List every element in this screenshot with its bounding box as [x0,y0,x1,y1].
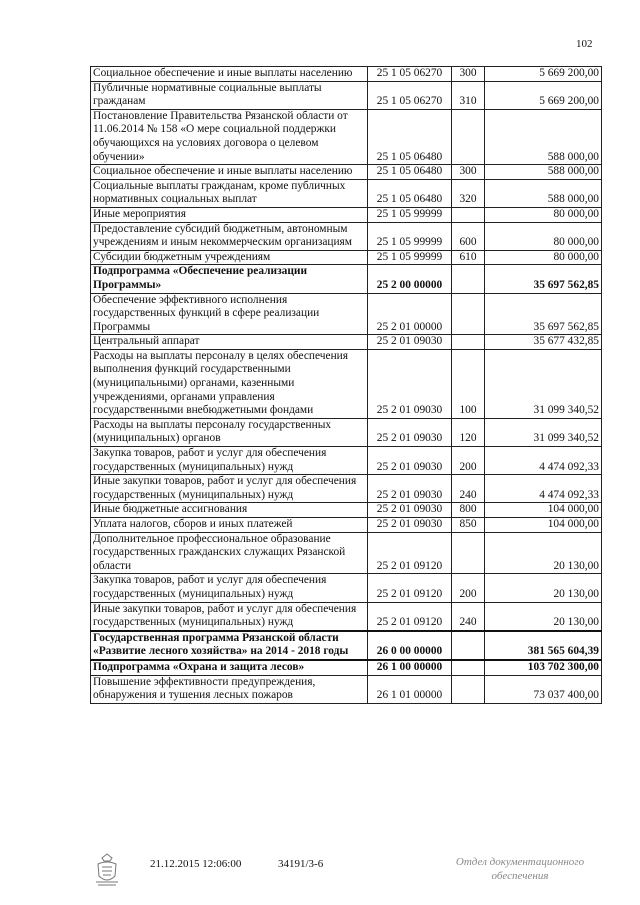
table-row [91,602,602,631]
row-name-cell: Государственная программа Рязанской области «Развитие лесного хозяйства» на 2014 - 2018 годы [91,631,368,660]
row-type-cell: 240 [452,475,485,503]
table-row [91,250,602,265]
table-row [91,574,602,602]
row-name-cell: Иные закупки товаров, работ и услуг для обеспечения государственных (муниципальных) нужд [91,475,368,503]
row-name-cell: Постановление Правительства Рязанской области от 11.06.2014 № 158 «О мере социальной поддержки обучающихся на условиях договора о целевом обучении» [91,109,368,164]
table-row [91,418,602,446]
row-name-cell: Социальное обеспечение и иные выплаты населению [91,165,368,180]
table-row [91,165,602,180]
row-amount-cell: 73 037 400,00 [485,675,602,703]
row-type-cell: 310 [452,81,485,109]
row-type-cell: 610 [452,250,485,265]
table-row [91,349,602,418]
row-name-cell: Расходы на выплаты персоналу государственных (муниципальных) органов [91,418,368,446]
table-row [91,293,602,335]
row-code-cell: 26 1 00 00000 [368,660,452,675]
row-code-cell: 25 2 01 09030 [368,447,452,475]
row-name-cell: Социальное обеспечение и иные выплаты населению [91,67,368,82]
row-amount-cell: 35 697 562,85 [485,265,602,293]
row-name-cell: Расходы на выплаты персоналу в целях обеспечения выполнения функций государственными (муниципальными) органами, казенными учреждениями, органами управления государственными внебюджетными фондами [91,349,368,418]
row-type-cell [452,293,485,335]
table-row [91,179,602,207]
table-row [91,67,602,82]
row-code-cell: 25 2 01 09030 [368,503,452,518]
row-amount-cell: 381 565 604,39 [485,631,602,660]
row-name-cell: Субсидии бюджетным учреждениям [91,250,368,265]
row-code-cell: 25 1 05 06270 [368,81,452,109]
coat-of-arms-icon [92,852,122,888]
row-code-cell: 25 2 01 09030 [368,349,452,418]
row-code-cell: 25 2 01 09120 [368,574,452,602]
row-type-cell [452,660,485,675]
row-type-cell: 320 [452,179,485,207]
row-type-cell: 120 [452,418,485,446]
row-amount-cell: 80 000,00 [485,207,602,222]
row-amount-cell: 31 099 340,52 [485,418,602,446]
row-amount-cell: 35 697 562,85 [485,293,602,335]
table-row [91,335,602,350]
row-name-cell: Уплата налогов, сборов и иных платежей [91,518,368,533]
row-amount-cell: 35 677 432,85 [485,335,602,350]
footer-document-code: 34191/3-6 [278,858,324,870]
row-amount-cell: 31 099 340,52 [485,349,602,418]
row-code-cell: 26 1 01 00000 [368,675,452,703]
row-name-cell: Публичные нормативные социальные выплаты гражданам [91,81,368,109]
row-name-cell: Обеспечение эффективного исполнения государственных функций в сфере реализации Программы [91,293,368,335]
row-type-cell: 600 [452,222,485,250]
row-type-cell [452,532,485,574]
row-name-cell: Иные бюджетные ассигнования [91,503,368,518]
row-type-cell [452,675,485,703]
row-name-cell: Дополнительное профессиональное образование государственных гражданских служащих Рязанской области [91,532,368,574]
row-type-cell: 300 [452,67,485,82]
table-row [91,265,602,293]
row-name-cell: Повышение эффективности предупреждения, обнаружения и тушения лесных пожаров [91,675,368,703]
row-name-cell: Закупка товаров, работ и услуг для обеспечения государственных (муниципальных) нужд [91,447,368,475]
stamp-line-1: Отдел документационного [455,856,585,868]
table-row [91,631,602,660]
table-row [91,81,602,109]
stamp-line-2: обеспечения [491,870,549,882]
table-row [91,532,602,574]
row-type-cell: 200 [452,447,485,475]
row-code-cell: 25 2 01 09120 [368,602,452,631]
row-code-cell: 25 1 05 99999 [368,222,452,250]
row-amount-cell: 20 130,00 [485,532,602,574]
row-name-cell: Социальные выплаты гражданам, кроме публичных нормативных социальных выплат [91,179,368,207]
row-amount-cell: 104 000,00 [485,518,602,533]
row-code-cell: 25 2 01 09030 [368,335,452,350]
page-number: 102 [576,38,593,50]
row-type-cell: 100 [452,349,485,418]
row-code-cell: 25 2 01 09030 [368,475,452,503]
row-amount-cell: 588 000,00 [485,109,602,164]
table-row [91,475,602,503]
row-amount-cell: 4 474 092,33 [485,475,602,503]
row-amount-cell: 20 130,00 [485,574,602,602]
table-row [91,447,602,475]
row-code-cell: 25 1 05 06480 [368,179,452,207]
row-type-cell: 850 [452,518,485,533]
table-row [91,222,602,250]
row-code-cell: 25 2 01 09030 [368,418,452,446]
row-type-cell [452,109,485,164]
table-row [91,675,602,703]
footer-department-stamp [450,855,590,883]
row-code-cell: 26 0 00 00000 [368,631,452,660]
table-row [91,109,602,164]
row-name-cell: Иные мероприятия [91,207,368,222]
row-type-cell: 800 [452,503,485,518]
row-code-cell: 25 2 00 00000 [368,265,452,293]
row-name-cell: Иные закупки товаров, работ и услуг для обеспечения государственных (муниципальных) нужд [91,602,368,631]
table-row [91,503,602,518]
row-name-cell: Предоставление субсидий бюджетным, автономным учреждениям и иным некоммерческим организациям [91,222,368,250]
row-amount-cell: 588 000,00 [485,165,602,180]
row-amount-cell: 20 130,00 [485,602,602,631]
row-code-cell: 25 2 01 09030 [368,518,452,533]
row-amount-cell: 104 000,00 [485,503,602,518]
row-type-cell: 240 [452,602,485,631]
row-name-cell: Подпрограмма «Охрана и защита лесов» [91,660,368,675]
row-code-cell: 25 1 05 99999 [368,250,452,265]
row-type-cell [452,335,485,350]
table-row [91,207,602,222]
row-code-cell: 25 1 05 06480 [368,109,452,164]
row-type-cell [452,265,485,293]
row-name-cell: Центральный аппарат [91,335,368,350]
row-code-cell: 25 1 05 06270 [368,67,452,82]
row-code-cell: 25 2 01 00000 [368,293,452,335]
row-amount-cell: 80 000,00 [485,222,602,250]
budget-table-body [91,67,602,704]
row-amount-cell: 4 474 092,33 [485,447,602,475]
row-amount-cell: 5 669 200,00 [485,67,602,82]
row-amount-cell: 588 000,00 [485,179,602,207]
table-row [91,518,602,533]
row-amount-cell: 80 000,00 [485,250,602,265]
row-type-cell [452,631,485,660]
row-name-cell: Закупка товаров, работ и услуг для обеспечения государственных (муниципальных) нужд [91,574,368,602]
row-code-cell: 25 2 01 09120 [368,532,452,574]
footer-datetime: 21.12.2015 12:06:00 [150,858,242,870]
row-code-cell: 25 1 05 99999 [368,207,452,222]
row-name-cell: Подпрограмма «Обеспечение реализации Программы» [91,265,368,293]
row-code-cell: 25 1 05 06480 [368,165,452,180]
row-type-cell: 300 [452,165,485,180]
table-row [91,660,602,675]
row-type-cell: 200 [452,574,485,602]
row-type-cell [452,207,485,222]
row-amount-cell: 103 702 300,00 [485,660,602,675]
budget-table [90,66,602,704]
row-amount-cell: 5 669 200,00 [485,81,602,109]
